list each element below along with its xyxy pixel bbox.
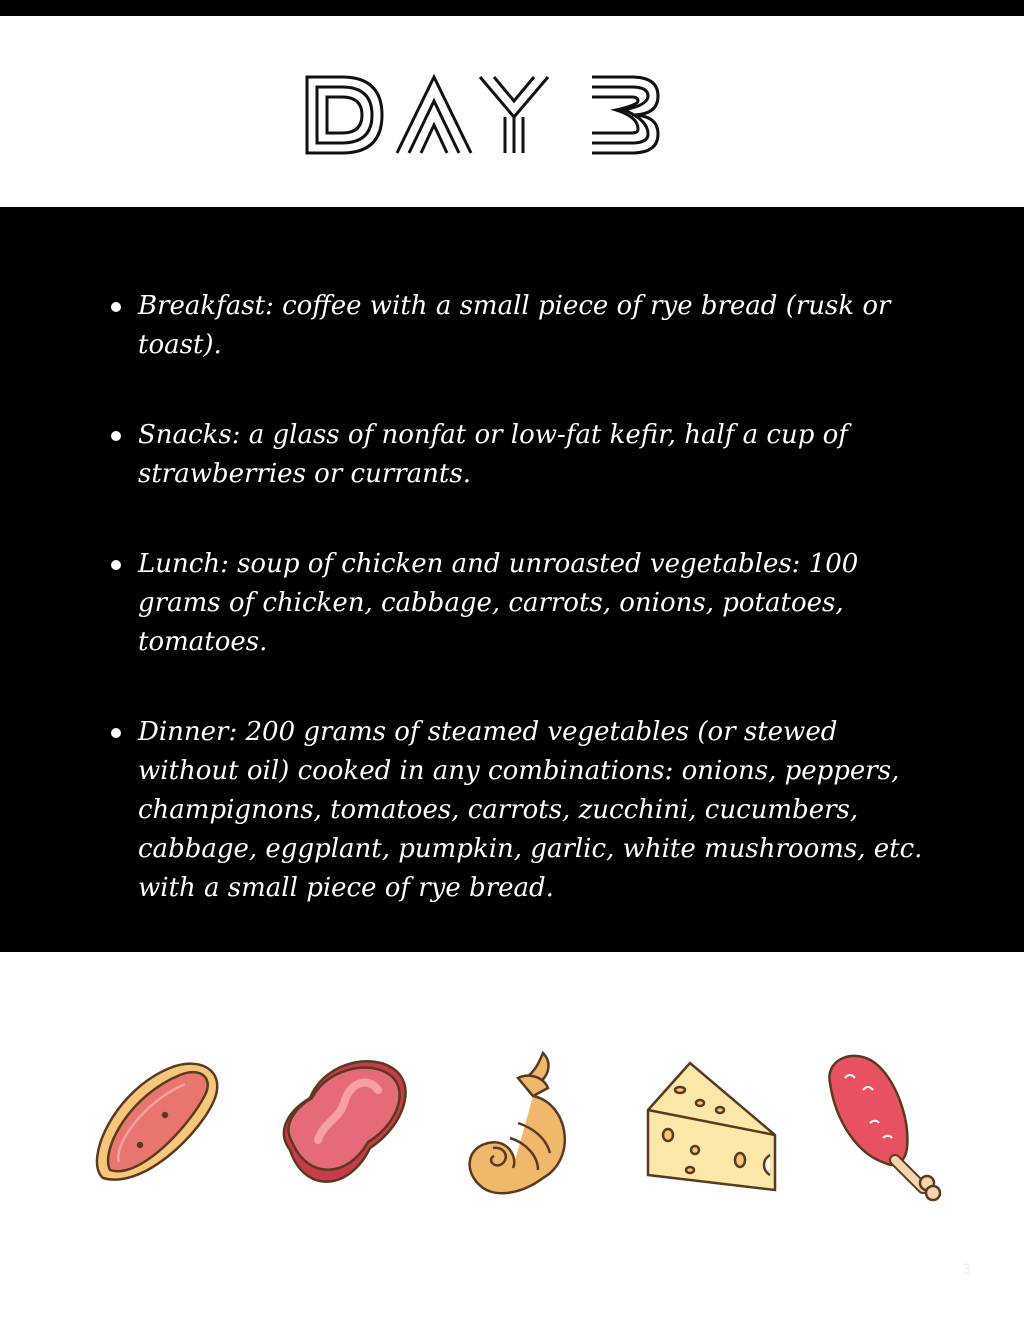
day-3-title: [302, 65, 722, 165]
bullet-icon: [111, 560, 121, 570]
meal-item-dinner: [138, 713, 938, 908]
cheese-icon: [640, 1055, 785, 1195]
meal-text: Breakfast: coffee with a small piece of rye bread (rusk or toast).: [138, 291, 891, 360]
meal-item-breakfast: [138, 287, 938, 365]
page-title: [0, 60, 1024, 170]
page-number: 3: [962, 1262, 971, 1278]
meal-text: Lunch: soup of chicken and unroasted vegetables: 100 grams of chicken, cabbage, carrots, onions, potatoes, tomatoes.: [138, 549, 859, 657]
meal-plan-panel: [0, 207, 1024, 952]
shrimp-icon: [458, 1048, 583, 1203]
bullet-icon: [111, 302, 121, 312]
meal-text: Snacks: a glass of nonfat or low-fat kefir, half a cup of strawberries or currants.: [138, 420, 848, 489]
chicken-leg-icon: [815, 1048, 955, 1208]
meal-item-snacks: [138, 416, 938, 494]
hot-dog-icon: [85, 1050, 230, 1195]
bullet-icon: [111, 431, 121, 441]
steak-icon: [270, 1050, 415, 1200]
meal-list: [138, 287, 938, 959]
top-strip: [0, 0, 1024, 16]
meal-text: Dinner: 200 grams of steamed vegetables (or stewed without oil) cooked in any combinations: onions, peppers, champignons, tomatoes, carrots, zucchini, cucumbers, cabbage, eggplant, pumpkin, garlic, white mushrooms, etc. with a small piece of rye bread.: [138, 717, 923, 903]
bullet-icon: [111, 728, 121, 738]
meal-item-lunch: [138, 545, 938, 662]
food-illustrations: [0, 1040, 1024, 1210]
